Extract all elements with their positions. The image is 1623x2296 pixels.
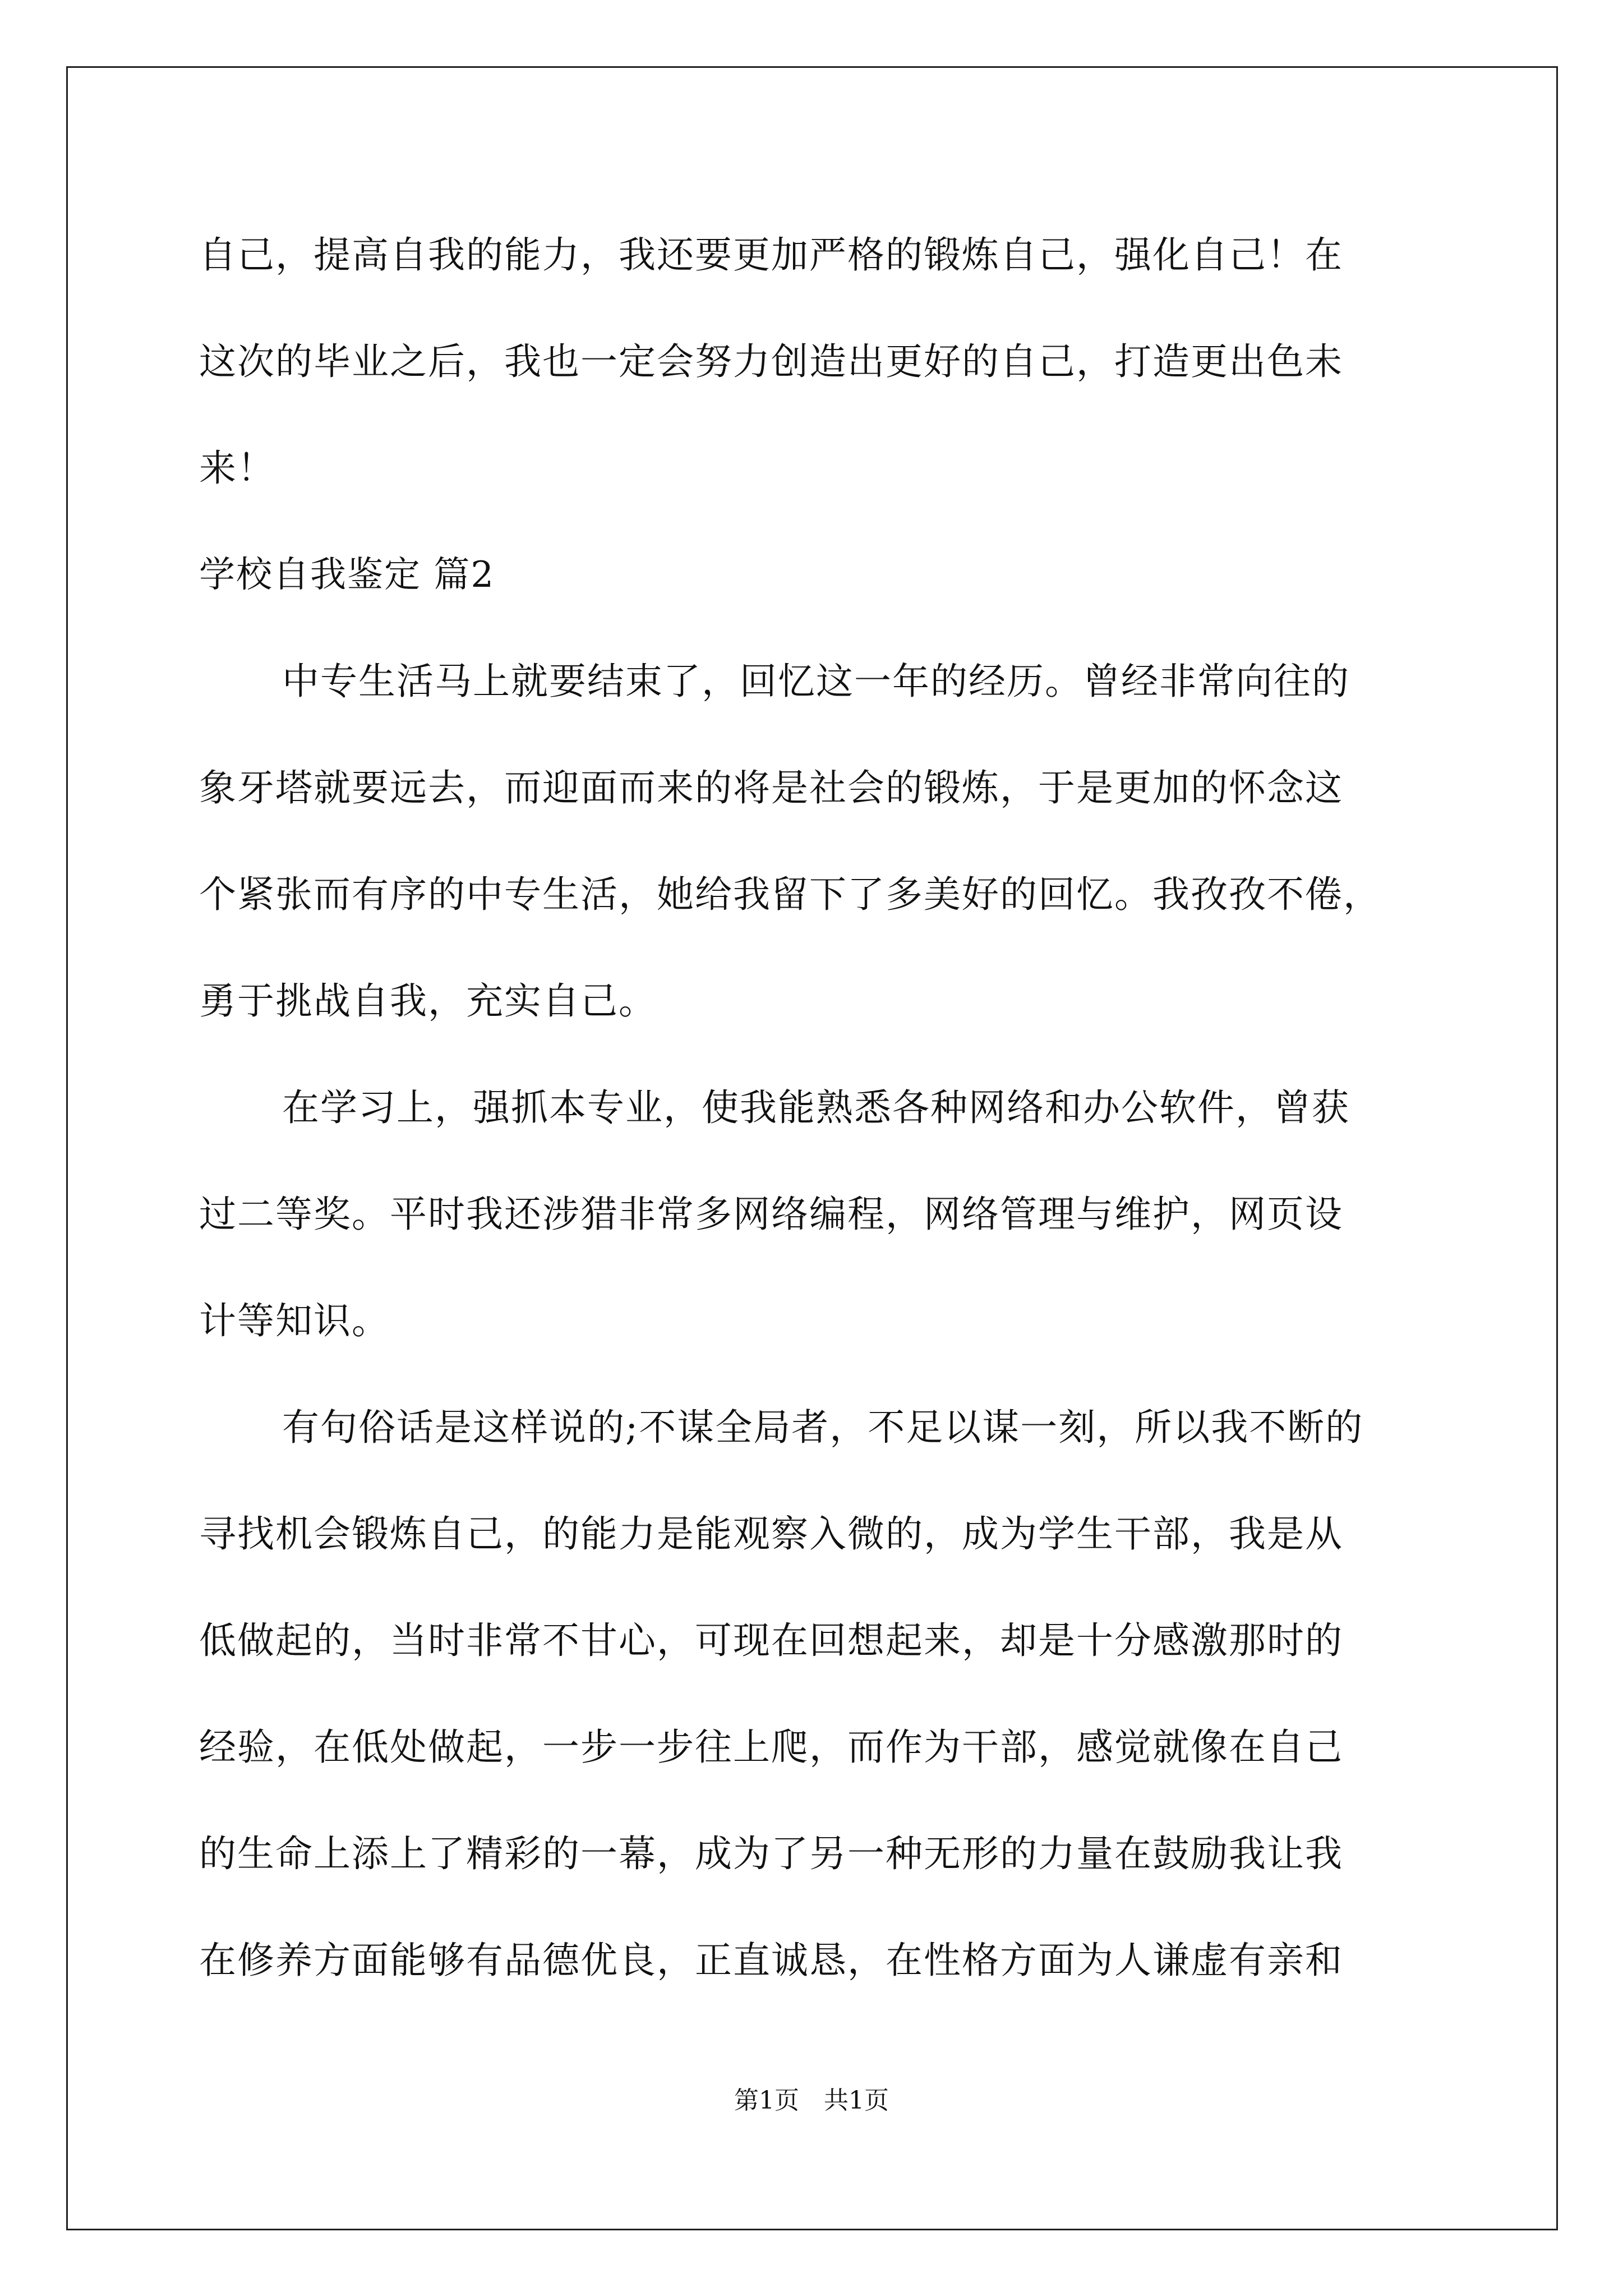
text-line: 中专生活马上就要结束了，回忆这一年的经历。曾经非常向往的	[282, 660, 1350, 703]
page-footer: 第1页 共1页	[734, 2086, 889, 2115]
text-line: 寻找机会锻炼自己，的能力是能观察入微的，成为学生干部，我是从	[199, 1512, 1343, 1556]
section-heading: 学校自我鉴定 篇2	[199, 554, 495, 596]
text-line: 的生命上添上了精彩的一幕，成为了另一种无形的力量在鼓励我让我	[199, 1832, 1343, 1875]
text-line: 这次的毕业之后，我也一定会努力创造出更好的自己，打造更出色未	[199, 340, 1343, 383]
text-line: 在修养方面能够有品德优良，正直诚恳，在性格方面为人谦虚有亲和	[199, 1939, 1343, 1982]
text-line: 低做起的，当时非常不甘心，可现在回想起来，却是十分感激那时的	[199, 1619, 1343, 1662]
text-line: 来！	[199, 447, 275, 490]
text-line: 自己，提高自我的能力，我还要更加严格的锻炼自己，强化自己！在	[199, 233, 1343, 277]
text-line: 计等知识。	[199, 1299, 390, 1342]
text-line: 过二等奖。平时我还涉猎非常多网络编程，网络管理与维护，网页设	[199, 1193, 1343, 1236]
text-line: 勇于挑战自我，充实自己。	[199, 979, 657, 1023]
document-body	[199, 202, 1430, 2014]
text-line: 象牙塔就要远去，而迎面而来的将是社会的锻炼，于是更加的怀念这	[199, 766, 1343, 809]
text-line: 经验，在低处做起，一步一步往上爬，而作为干部，感觉就像在自己	[199, 1726, 1343, 1769]
text-line: 在学习上，强抓本专业，使我能熟悉各种网络和办公软件，曾获	[282, 1086, 1350, 1129]
text-line: 个紧张而有序的中专生活，她给我留下了多美好的回忆。我孜孜不倦，	[199, 873, 1381, 916]
text-line: 有句俗话是这样说的;不谋全局者，不足以谋一刻，所以我不断的	[282, 1406, 1364, 1449]
